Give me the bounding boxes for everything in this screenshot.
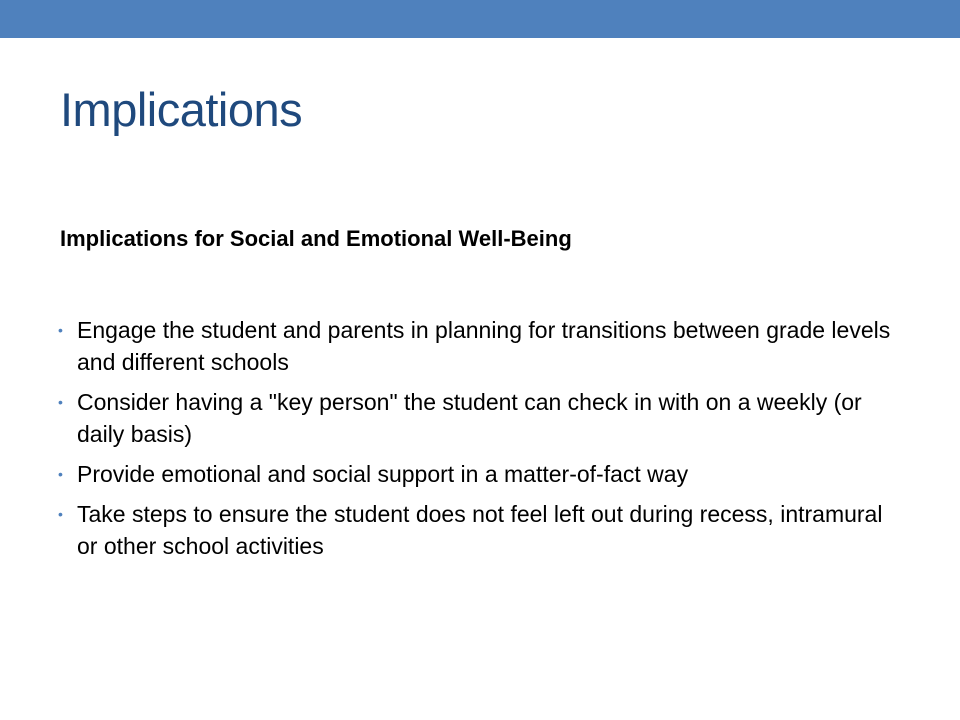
bullet-dot-icon: • (58, 394, 63, 410)
slide-title: Implications (60, 83, 303, 136)
slide-subtitle: Implications for Social and Emotional Well-Being (60, 226, 572, 251)
bullet-text: Engage the student and parents in planning for transitions between grade levels and different schools (77, 317, 891, 375)
bullet-list (58, 314, 898, 570)
bullet-item (58, 314, 898, 378)
bullet-text: Provide emotional and social support in a matter-of-fact way (77, 461, 689, 487)
bullet-dot-icon: • (58, 506, 63, 522)
bullet-dot-icon: • (58, 322, 63, 338)
bullet-item (58, 458, 898, 490)
bullet-text: Take steps to ensure the student does not feel left out during recess, intramural or other school activities (77, 501, 883, 559)
bullet-dot-icon: • (58, 466, 63, 482)
bullet-item (58, 498, 898, 562)
top-accent-bar (0, 0, 960, 38)
bullet-item (58, 386, 898, 450)
bullet-text: Consider having a "key person" the student can check in with on a weekly (or daily basis) (77, 389, 862, 447)
